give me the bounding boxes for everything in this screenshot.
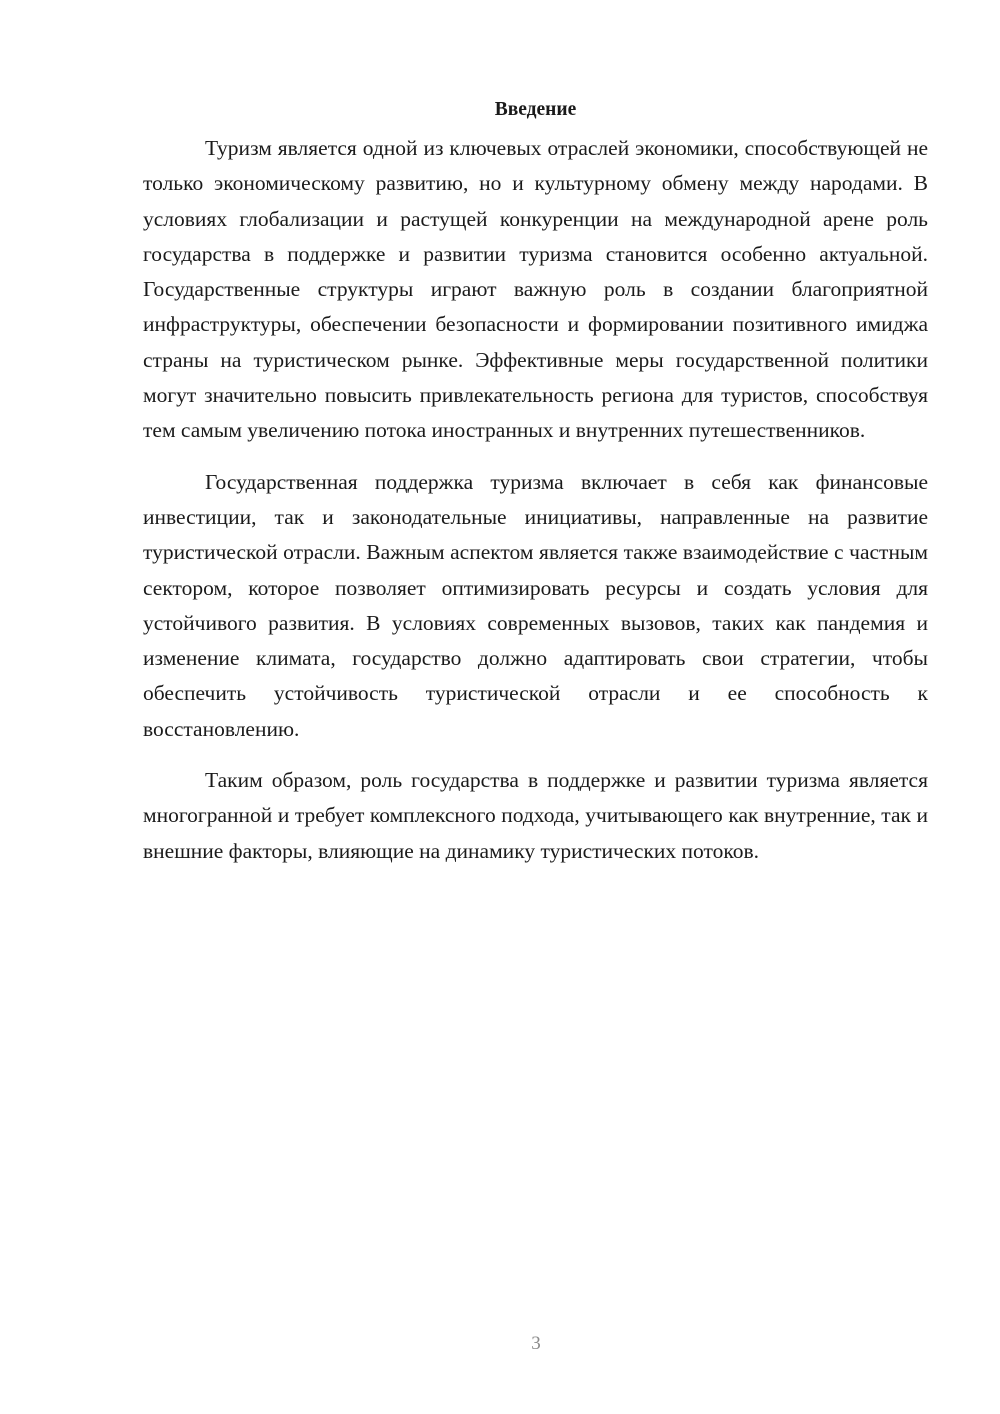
document-body (143, 95, 928, 885)
paragraph-3: Таким образом, роль государства в поддержке и развитии туризма является многогранной и требует комплексного подхода, учитывающего как внутренние, так и внешние факторы, влияющие на динамику туристических потоков. (143, 768, 928, 863)
paragraph-1: Туризм является одной из ключевых отраслей экономики, способствующей не только экономическому развитию, но и культурному обмену между народами. В условиях глобализации и растущей конкуренции на международной арене роль государства в поддержке и развитии туризма становится особенно актуальной. Государственные структуры играют важную роль в создании благоприятной инфраструктуры, обеспечении безопасности и формировании позитивного имиджа страны на туристическом рынке. Эффективные меры государственной политики могут значительно повысить привлекательность региона для туристов, способствуя тем самым увеличению потока иностранных и внутренних путешественников. (143, 136, 928, 443)
paragraph-2: Государственная поддержка туризма включает в себя как финансовые инвестиции, так и законодательные инициативы, направленные на развитие туристической отрасли. Важным аспектом является также взаимодействие с частным сектором, которое позволяет оптимизировать ресурсы и создать условия для устойчивого развития. В условиях современных вызовов, таких как пандемия и изменение климата, государство должно адаптировать свои стратегии, чтобы обеспечить устойчивость туристической отрасли и ее способность к восстановлению. (143, 469, 928, 741)
page-number: 3 (531, 1333, 541, 1354)
section-title: Введение (494, 99, 577, 120)
